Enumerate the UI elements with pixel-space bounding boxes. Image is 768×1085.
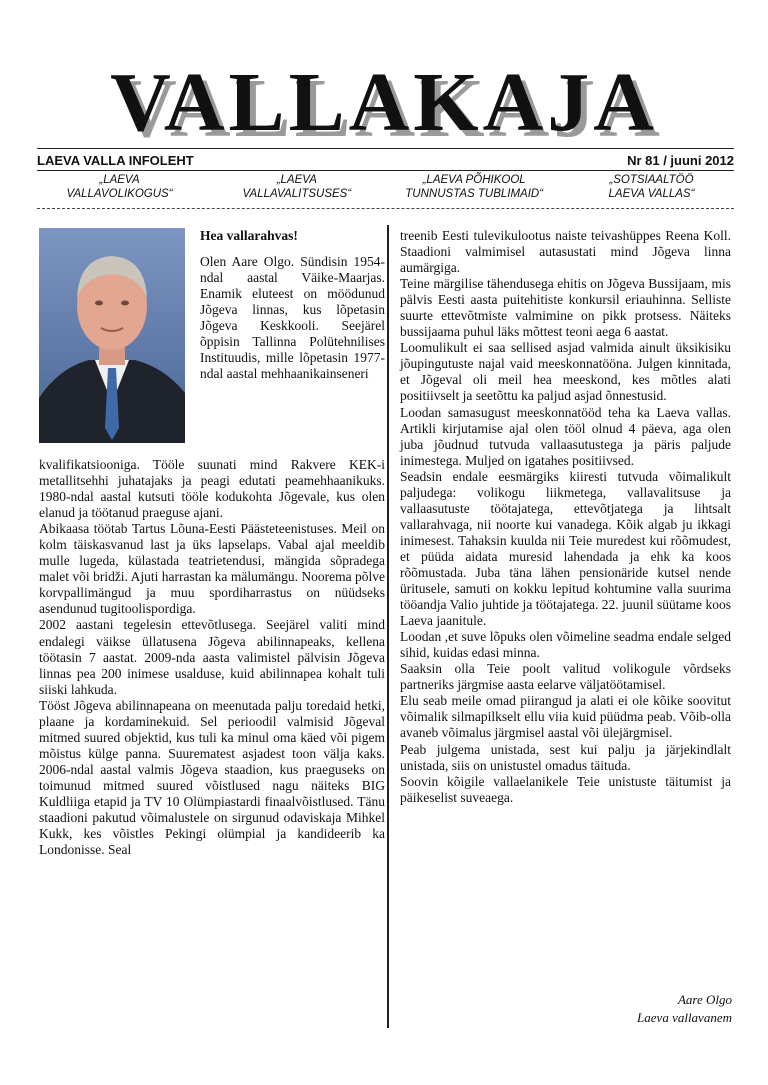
topic-line: VALLAVOLIKOGUS“	[66, 188, 173, 200]
newsletter-name: LAEVA VALLA INFOLEHT	[37, 152, 194, 168]
topic-line: „LAEVA	[99, 174, 140, 186]
paragraph: Teine märgilise tähendusega ehitis on Jõgeva Bussijaam, mis pälvis Eesti aasta puitehitiste konkursil eriauhinna. Selliste suurte ettevõtmiste valmimine on pikk protsess. Näiteks bussijaama puhul läks mõttest teoni aega 6 aastat.	[400, 276, 731, 340]
topic-line: LAEVA VALLAS“	[608, 188, 695, 200]
topic-vallavalitsus[interactable]	[214, 173, 379, 206]
signature-title: Laeva vallavanem	[637, 1010, 732, 1025]
paragraph: kvalifikatsiooniga. Tööle suunati mind Rakvere KEK-i metallitsehhi juhatajaks ja peagi edutati peamehhaanikuks. 1980-ndal aastal kutsuti tööle kodukohta Jõgevale, kus olen elanud ja töötanud praeguse ajani.	[39, 457, 385, 521]
paragraph: Abikaasa töötab Tartus Lõuna-Eesti Päästeteenistuses. Meil on kolm täiskasvanud last ja üks lapselaps. Vabal ajal meeldib mulle lugeda, külastada teatrietendusi, mängida sõpradega malet või bridži. Ajuti harrastan ka mälumängu. Noorema põlve korvpallimängud ja muu spordiharrastus on nüüdseks asendunud tugitoolispordiga.	[39, 521, 385, 617]
topic-volikogu[interactable]	[37, 173, 202, 206]
paragraph: Tööst Jõgeva abilinnapeana on meenutada palju toredaid hetki, plaane ja kordaminekuid. Sel perioodil valmisid Jõgeval mitmed suured objektid, kus tuli ka minul oma käed või pigem mõistus külge panna. Suurematest asjadest toon välja kaks. 2006-ndal aastal valmis Jõgeva staadion, kus praeguseks on toimunud mitmed suured võistlused nagu näiteks BIG Kuldliiga etapid ja TV 10 Olümpiastardi finaalvõistlused. Tänu staadioni pakutud võimalustele on sirgunud odaviskaja Mihkel Kukk, kes võistles Pekingi olümpial ja kandideerib ka Londonisse. Seal	[39, 697, 385, 858]
topic-line: VALLAVALITSUSES“	[242, 188, 352, 200]
paragraph: Saaksin olla Teie poolt valitud volikogule võrdseks partneriks järgmise aasta eelarve väljatöötamisel.	[400, 661, 731, 693]
paragraph: Olen Aare Olgo. Sündisin 1954-ndal aastal Väike-Maarjas. Enamik eluteest on möödunud Jõgeva linnas, kus lõpetasin Jõgeva Keskkooli. Seejärel õppisin Tallinna Polütehnilises Instituudis, mille lõpetasin 1977-ndal aastal mehhaanikainseneri	[200, 254, 385, 382]
paragraph: Loodan samasugust meeskonnatööd teha ka Laeva vallas. Artikli kirjutamise ajal olen tööl olnud 4 päeva, aga olen juba jõudnud tutvuda vallaasutustega ja päris paljude inimestega. Muljed on igatahes positiivsed.	[400, 404, 731, 468]
article-column-right	[400, 228, 731, 806]
issue-number: Nr 81 / juuni 2012	[627, 152, 734, 168]
article-column-left	[39, 457, 385, 858]
topic-line: „LAEVA PÕHIKOOL	[422, 174, 526, 186]
info-bar	[37, 151, 734, 169]
topics-bar	[37, 173, 734, 206]
column-divider	[387, 225, 389, 1028]
paragraph: 2002 aastani tegelesin ettevõtlusega. Seejärel valiti mind endalegi väikse üllatusena Jõgeva abilinnapeaks, kellena töötasin 7 aastat. 2009-nda aasta valimistel pälvisin Jõgeva linnas pea 200 inimese usalduse, kuid abilinnapea kohalt tuli siiski lahkuda.	[39, 617, 385, 697]
topic-sotsiaaltoo[interactable]	[569, 173, 734, 206]
masthead-title: VALLAKAJA	[110, 56, 658, 149]
portrait-photo-icon	[39, 228, 185, 443]
topics-rule	[37, 208, 734, 209]
paragraph: Seadsin endale eesmärgiks kiiresti tutvuda võimalikult paljudega: volikogu liikmetega, vallavalitsuse ja vallaasutuste töötajatega, ettevõtjatega ja lihtsalt vallarahvaga, nii noorte kui vanadega. Kõik algab ju ikkagi inimesest. Tahaksin kuulda nii Teie muredest kui rõõmudest, et püüda aidata muresid lahendada ja ehk ka koos rõõmustada. Juba täna lähen pensionäride kutsel nende üritusele, samuti on kokku lepitud kohtumine valla suurima tööandja Valio juhtide ja töötajatega. 22. juunil süütame koos Laeva jaanitule.	[400, 468, 731, 629]
signature-name: Aare Olgo	[677, 992, 732, 1007]
paragraph: Peab julgema unistada, sest kui palju ja järjekindlalt unistada, siis on unistustel omadus täituda.	[400, 741, 731, 773]
topic-line: „SOTSIAALTÖÖ	[609, 174, 694, 186]
paragraph: Loomulikult ei saa sellised asjad valmida ainult üksikisiku jõupingutuste najal vaid meeskonnatööna. Julgen kinnitada, et Jõgeval oli meil hea meeskond, kes mõtles alati positiivselt ja seetõttu ka paljud asjad õnnestusid.	[400, 340, 731, 404]
top-rule	[37, 148, 734, 149]
paragraph: Elu seab meile omad piirangud ja alati ei ole kõike soovitut võimalik silmapilkselt ellu viia kuid püüdma peab. Võib-olla avaneb võimalus järgmisel aastal või ülejärgmisel.	[400, 693, 731, 741]
greeting: Hea vallarahvas!	[200, 228, 298, 243]
topic-pohikool[interactable]	[392, 173, 557, 206]
article-intro	[200, 228, 385, 382]
info-rule	[37, 170, 734, 171]
paragraph: Loodan ,et suve lõpuks olen võimeline seadma endale selged sihid, kuidas edasi minna.	[400, 629, 731, 661]
topic-line: TUNNUSTAS TUBLIMAID“	[405, 188, 544, 200]
paragraph: Soovin kõigile vallaelanikele Teie unistuste täitumist ja päikeselist suveaega.	[400, 773, 731, 805]
paragraph: treenib Eesti tulevikulootus naiste teivashüppes Reena Koll. Staadioni valmimisel autasustati mind Jõgeva linna aumärgiga.	[400, 228, 731, 276]
topic-line: „LAEVA	[276, 174, 317, 186]
